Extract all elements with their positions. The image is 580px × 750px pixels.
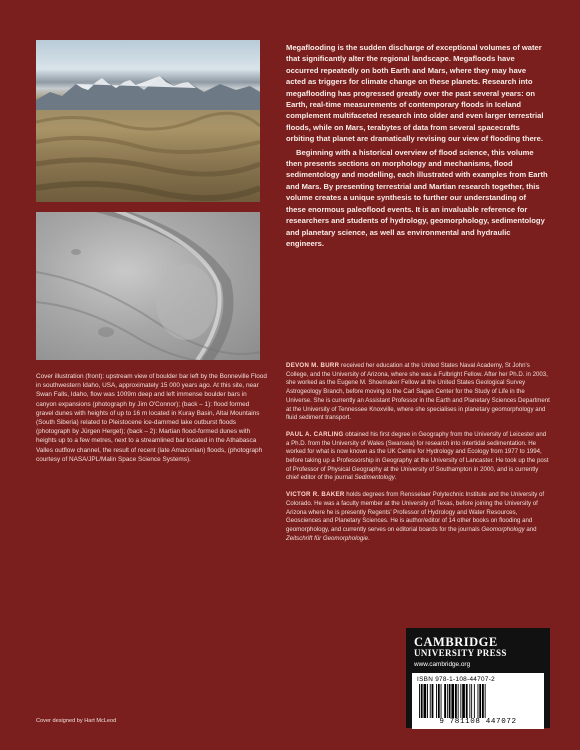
author-bio-carling bbox=[286, 431, 550, 483]
book-description bbox=[286, 42, 548, 249]
barcode-bar bbox=[436, 684, 437, 718]
author-name: DEVON M. BURR bbox=[286, 362, 340, 369]
barcode-bar bbox=[485, 684, 486, 718]
barcode-bar bbox=[438, 684, 440, 718]
barcode-bar bbox=[451, 684, 454, 718]
cover-illustration-caption: Cover illustration (front): upstream view of boulder bar left by the Bonneville Flood in southwestern Idaho, USA, approximately 15 000 years ago. At this site, near Swan Falls, Idaho, flow was 1009m deep and left immense boulder bars in canyon expansions (photograph by Jim O'Connor); (back – 1): flood formed gravel dunes with heights of up to 16 m located in Kuray Basin, Altai Mountains (South Siberia) related to Pleistocene ice-dammed lake outburst floods (photograph by Jürgen Herget); (back – 2): Martian flood-formed dunes with heights up to a few metres, next to a streamlined bar located in the Athabasca Valles outflow channel, the result of recent (late Amazonian) floods, (photograph courtesy of NASA/JPL/Malin Space Science Systems). bbox=[36, 373, 267, 463]
description-paragraph-1: Megaflooding is the sudden discharge of exceptional volumes of water that significantly alter the regional landscape. Megafloods have occurred repeatedly on both Earth and Mars, where they may have acted as triggers for climate change on these planets. Research into megaflooding has progressed greatly over the past several years: on Earth, real-time measurements of contemporary floods in Iceland complement multifaceted research into older and even larger terrestrial floods, while on Mars, terabytes of data from several spacecrafts orbiting that planet are dramatically revising our view of flooding there. bbox=[286, 43, 544, 144]
barcode-bar bbox=[441, 684, 442, 718]
author-bio-text: received her education at the United States Naval Academy, St John's College, and the University of Arizona, where she was a Fulbright Fellow. After her Ph.D. in 2003, she worked as the Eugene M. Shoemaker Fellow at the United States Geological Survey Astrogeology Branch, before moving to the Carl Sagan Center for the Study of Life in the Universe. She is currently an Assistant Professor in the Earth and Planetary Sciences Department at the University of Tennessee Knoxville, where she specialises in planetary geomorphology and fluid sediment transport. bbox=[286, 362, 550, 422]
barcode-bar bbox=[466, 684, 468, 718]
barcode-bar bbox=[482, 684, 484, 718]
barcode-bar bbox=[424, 684, 427, 718]
barcode-digits: 9 781108 447072 bbox=[439, 718, 517, 726]
journal-name: Sedimentology bbox=[354, 474, 395, 482]
barcode-bar bbox=[458, 684, 459, 718]
barcode-bar bbox=[455, 684, 457, 718]
barcode-bar bbox=[430, 684, 431, 718]
barcode-bar bbox=[447, 684, 448, 718]
barcode-bar bbox=[460, 684, 461, 718]
publisher-name: CAMBRIDGE bbox=[414, 635, 498, 649]
author-biographies bbox=[286, 362, 550, 551]
isbn-number: ISBN 978-1-108-44707-2 bbox=[417, 676, 496, 683]
barcode-bar bbox=[421, 684, 423, 718]
barcode-bar bbox=[419, 684, 420, 718]
author-bio-text: holds degrees from Rensselaer Polytechnic Institute and the University of Colorado. He was a faculty member at the University of Texas, before joining the University of Arizona where he is presently Regents' Professor of Hydrology and Water Resources, Geosciences and Planetary Sciences. He is author/editor of 14 other books on flooding and geomorphology, and currently serves on editorial boards for the journals bbox=[286, 491, 545, 533]
isbn-barcode-box bbox=[412, 673, 544, 729]
journal-name: Zeitschrift für Geomorphologie bbox=[286, 534, 368, 542]
martian-terrain-graphic bbox=[36, 212, 260, 360]
author-bio-burr bbox=[286, 362, 550, 423]
cover-photo-gravel-dunes bbox=[36, 40, 260, 202]
barcode-bar bbox=[469, 684, 470, 718]
barcode-bar bbox=[449, 684, 451, 718]
author-name: PAUL A. CARLING bbox=[286, 430, 344, 438]
barcode-bar bbox=[478, 684, 479, 718]
publisher-subtitle: UNIVERSITY PRESS bbox=[414, 648, 507, 658]
barcode-bar bbox=[474, 684, 475, 718]
barcode-bar bbox=[462, 684, 465, 718]
barcode-graphic bbox=[417, 684, 539, 718]
dune-texture-graphic bbox=[36, 102, 260, 202]
barcode-bar bbox=[432, 684, 434, 718]
bio-tail: . bbox=[394, 474, 397, 482]
bio-conjunction: and bbox=[524, 525, 537, 533]
barcode-bar bbox=[444, 684, 446, 718]
bio-tail: . bbox=[367, 534, 370, 542]
cover-photo-martian-dunes bbox=[36, 212, 260, 360]
publisher-url: www.cambridge.org bbox=[414, 661, 471, 668]
cover-design-credit: Cover designed by Hart McLeod bbox=[36, 718, 117, 724]
barcode-bar bbox=[427, 684, 428, 718]
author-bio-text: obtained his first degree in Geography from the University of Leicester and a Ph.D. from the University of Wales (Swansea) for research into intertidal sedimentation. He worked for what is now known as the UK Centre for Hydrology and Ecology from 1977 to 1994, before taking up a Professorship in Geography at the University of Lancaster. He took up the post of Professor of Physical Geography at the University of Southampton in 2000, and is currently chief editor of the journal bbox=[286, 430, 549, 482]
author-bio-baker bbox=[286, 491, 550, 543]
barcode-bar bbox=[479, 684, 481, 718]
journal-name: Geomorphology bbox=[481, 525, 525, 533]
author-name: VICTOR R. BAKER bbox=[286, 491, 345, 499]
description-paragraph-2: Beginning with a historical overview of flood science, this volume then presents sections on morphology and mechanisms, flood sedimentology and modelling, each illustrated with examples from Earth and Mars. By presenting terrestrial and Martian research together, this volume creates a unique synthesis to further our understanding of these enormous paleoflood events. It is an invaluable reference for researchers and students of hydrology, geomorphology, sedimentology and planetary science, as well as environmental and hydraulic engineers. bbox=[286, 147, 548, 248]
barcode-bar bbox=[471, 684, 472, 718]
